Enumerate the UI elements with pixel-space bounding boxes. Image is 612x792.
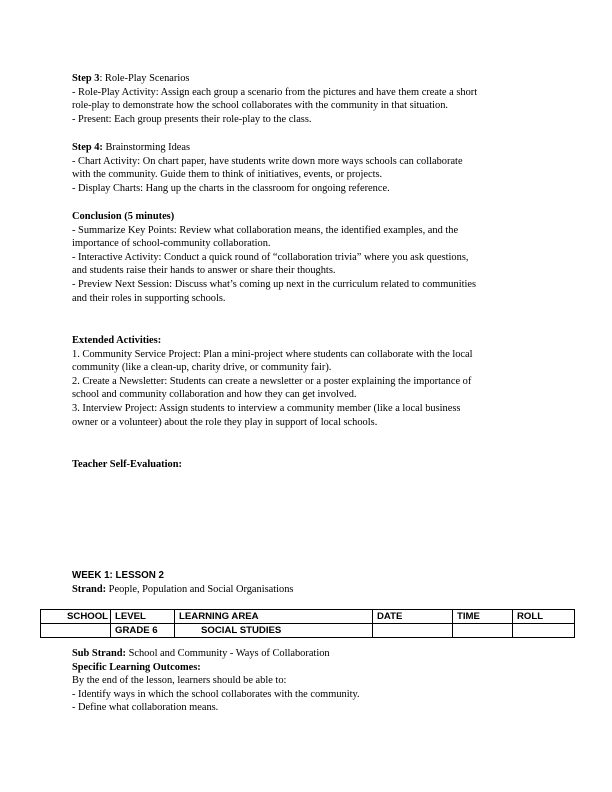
step-3-line: - Present: Each group presents their role-play to the class.: [72, 113, 312, 125]
table-header-cell: DATE: [373, 610, 453, 624]
extended-activity-line: community (like a clean-up, charity drive, or community fair).: [72, 362, 332, 374]
conclusion-heading: Conclusion (5 minutes): [72, 211, 175, 222]
sub-strand-label: Sub Strand:: [72, 648, 126, 659]
strand-label: Strand:: [72, 583, 107, 595]
step-4-line: - Display Charts: Hang up the charts in the classroom for ongoing reference.: [72, 182, 390, 194]
extended-activity-line: 3. Interview Project: Assign students to interview a community member (like a local business: [72, 402, 461, 414]
conclusion-line: and their roles in supporting schools.: [72, 292, 226, 304]
conclusion-line: and students raise their hands to answer or share their thoughts.: [72, 265, 336, 277]
extended-activity-line: 2. Create a Newsletter: Students can create a newsletter or a poster explaining the importance of: [72, 375, 472, 387]
learning-outcome-line: - Define what collaboration means.: [72, 702, 219, 714]
learning-outcome-line: - Identify ways in which the school collaborates with the community.: [72, 688, 360, 700]
extended-activities-heading: Extended Activities:: [72, 335, 162, 346]
step-3-label: Step 3: [72, 73, 100, 84]
table-header-row: [41, 610, 575, 624]
strand-value: People, Population and Social Organisations: [106, 583, 294, 595]
step-3-section: [72, 72, 544, 126]
lesson-header: [72, 569, 544, 596]
table-cell: SOCIAL STUDIES: [175, 624, 373, 638]
extended-activity-line: 1. Community Service Project: Plan a mini-project where students can collaborate with the local: [72, 348, 473, 360]
table-cell: [513, 624, 575, 638]
step-4-label: Step 4:: [72, 142, 103, 153]
step-3-line: - Role-Play Activity: Assign each group a scenario from the pictures and have them create a short: [72, 86, 478, 98]
conclusion-line: - Preview Next Session: Discuss what’s coming up next in the curriculum related to communities: [72, 278, 477, 290]
table-header-cell: TIME: [453, 610, 513, 624]
table-cell: [373, 624, 453, 638]
table-header-cell: LEARNING AREA: [175, 610, 373, 624]
learning-outcomes-heading: Specific Learning Outcomes:: [72, 661, 201, 673]
table-cell: GRADE 6: [111, 624, 175, 638]
strand-line: [72, 583, 544, 597]
step-4-line: with the community. Guide them to think of initiatives, events, or projects.: [72, 169, 383, 181]
step-4-title: Brainstorming Ideas: [102, 142, 191, 153]
conclusion-line: - Interactive Activity: Conduct a quick round of “collaboration trivia” where you ask questions,: [72, 251, 469, 263]
step-4-heading: [72, 141, 544, 155]
sub-strand-value: School and Community - Ways of Collaboration: [126, 648, 330, 659]
step-3-title: : Role-Play Scenarios: [99, 73, 190, 84]
sub-strand-line: [72, 647, 544, 661]
learning-outcome-line: By the end of the lesson, learners should be able to:: [72, 675, 287, 687]
teacher-self-evaluation-heading: Teacher Self-Evaluation:: [72, 459, 182, 470]
conclusion-line: importance of school-community collaboration.: [72, 238, 271, 250]
conclusion-line: - Summarize Key Points: Review what collaboration means, the identified examples, and the: [72, 224, 459, 236]
table-row: [41, 624, 575, 638]
table-header-cell: LEVEL: [111, 610, 175, 624]
extended-activities-section: [72, 334, 544, 429]
table-header-cell: SCHOOL: [41, 610, 111, 624]
teacher-self-evaluation-section: [72, 458, 544, 472]
table-cell: [453, 624, 513, 638]
table-header-cell: ROLL: [513, 610, 575, 624]
extended-activity-line: school and community collaboration and how they can get involved.: [72, 389, 357, 401]
sub-strand-section: [72, 647, 544, 715]
week-lesson-label: WEEK 1: LESSON 2: [72, 570, 164, 581]
table-cell: [41, 624, 111, 638]
step-4-section: [72, 141, 544, 195]
step-3-line: role-play to demonstrate how the school collaborates with the community in that situation.: [72, 100, 449, 112]
step-3-heading: [72, 72, 544, 86]
conclusion-section: [72, 210, 544, 305]
lesson-info-table: [40, 609, 575, 638]
step-4-line: - Chart Activity: On chart paper, have students write down more ways schools can collaborate: [72, 155, 463, 167]
extended-activity-line: owner or a volunteer) about the role they play in support of local schools.: [72, 416, 378, 428]
